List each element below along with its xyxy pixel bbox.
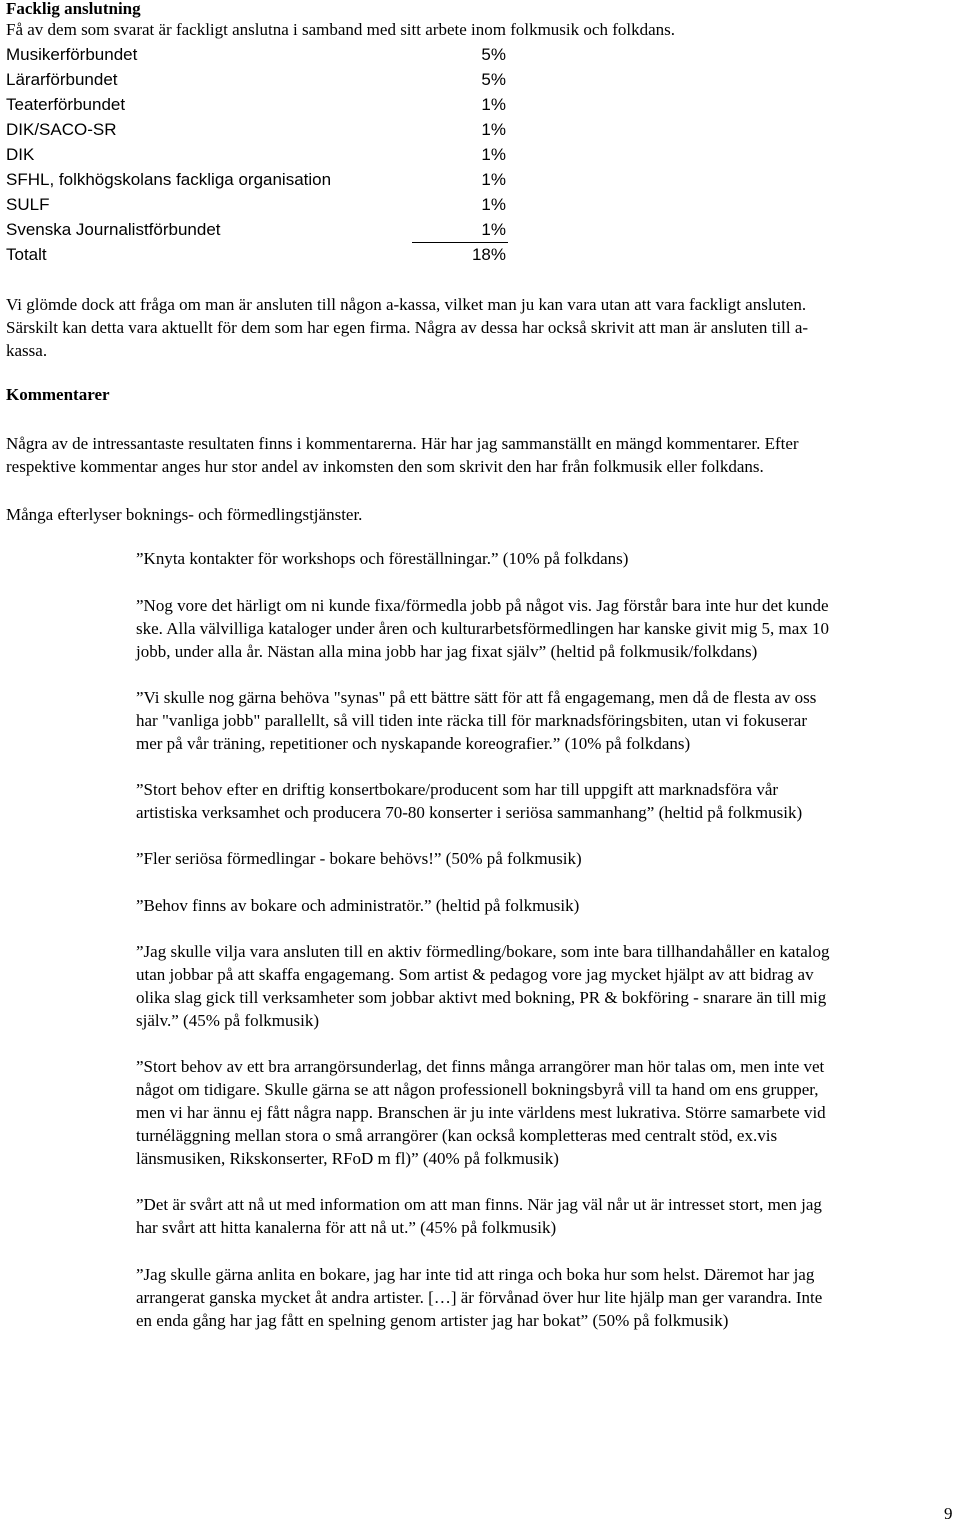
quote-line: ”Stort behov efter en driftig konsertbokare/producent som har till uppgift att marknadsföra vår <box>136 780 779 799</box>
union-table <box>6 42 506 267</box>
union-name: DIK <box>6 145 35 164</box>
union-name: SULF <box>6 195 50 214</box>
table-row <box>6 142 506 167</box>
table-row <box>6 192 506 217</box>
quote-line: har svårt att hitta kanalerna för att nå ut.” (45% på folkmusik) <box>136 1218 557 1237</box>
quote-line: något om tidigare. Skulle gärna se att någon professionell bokningsbyrå vill ta hand om ens grupper, <box>136 1080 819 1099</box>
union-name: Lärarförbundet <box>6 70 118 89</box>
quote-block <box>136 1263 822 1332</box>
table-row <box>6 167 506 192</box>
quote-line: arrangerat ganska mycket åt andra artister. […] är förvånad över hur lite hjälp man ger varandra. Inte <box>136 1288 823 1307</box>
quote-line: artistiska verksamhet och producera 70-80 konserter i seriösa sammanhang” (heltid på folkmusik) <box>136 803 803 822</box>
quote-block <box>136 894 579 917</box>
akassa-note-line: Vi glömde dock att fråga om man är ansluten till någon a-kassa, vilket man ju kan vara utan att vara fackligt ansluten. <box>6 295 807 314</box>
quote-line: länsmusiken, Rikskonserter, RFoD m fl)” (40% på folkmusik) <box>136 1149 559 1168</box>
quote-block <box>136 778 802 824</box>
quote-line: jobb, under alla år. Nästan alla mina jobb har jag fixat själv” (heltid på folkmusik/folkdans) <box>136 642 758 661</box>
quote-block <box>136 940 829 1032</box>
quote-line: ske. Alla välvilliga kataloger under åren och kulturarbetsförmedlingen har kanske givit mig 5, max 10 <box>136 619 830 638</box>
quote-line: har "vanliga jobb" parallellt, så vill tiden inte räcka till för marknadsföringsbiten, utan vi fokuserar <box>136 711 808 730</box>
quote-block <box>136 547 628 570</box>
union-share: 1% <box>481 120 506 139</box>
union-name: SFHL, folkhögskolans fackliga organisation <box>6 170 332 189</box>
comments-intro-line: respektive kommentar anges hur stor andel av inkomsten den som skrivit den har från folkmusik eller folkdans. <box>6 457 764 476</box>
union-share: 5% <box>481 70 506 89</box>
quote-line: ”Nog vore det härligt om ni kunde fixa/förmedla jobb på något vis. Jag förstår bara inte hur det kunde <box>136 596 829 615</box>
quote-block <box>136 1055 826 1170</box>
akassa-note-line: Särskilt kan detta vara aktuellt för dem som har egen firma. Några av dessa har också skrivit att man är ansluten till a- <box>6 318 809 337</box>
section-title-facklig-anslutning: Facklig anslutning <box>6 0 141 18</box>
quote-block <box>136 847 582 870</box>
comments-subheading: Många efterlyser boknings- och förmedlingstjänster. <box>6 505 363 524</box>
quote-line: ”Det är svårt att nå ut med information om att man finns. När jag väl når ut är intresset stort, men jag <box>136 1195 822 1214</box>
quote-line: ”Behov finns av bokare och administratör.” (heltid på folkmusik) <box>136 896 580 915</box>
quote-line: en enda gång har jag fått en spelning genom artister jag har bokat” (50% på folkmusik) <box>136 1311 729 1330</box>
section-intro: Få av dem som svarat är fackligt anslutna i samband med sitt arbete inom folkmusik och folkdans. <box>6 20 675 39</box>
quote-line: ”Stort behov av ett bra arrangörsunderlag, det finns många arrangörer man hör talas om, men inte vet <box>136 1057 825 1076</box>
quote-line: ”Jag skulle vilja vara ansluten till en aktiv förmedling/bokare, som inte bara tillhandahåller en katalog <box>136 942 830 961</box>
table-row <box>6 217 506 242</box>
quote-line: ”Vi skulle nog gärna behöva "synas" på ett bättre sätt för att få engagemang, men då de flesta av oss <box>136 688 817 707</box>
quote-line: mer på vår träning, repetitioner och nyskapande koreografier.” (10% på folkdans) <box>136 734 691 753</box>
quote-line: själv.” (45% på folkmusik) <box>136 1011 320 1030</box>
union-share: 1% <box>481 195 506 214</box>
table-row <box>6 92 506 117</box>
comments-intro-line: Några av de intressantaste resultaten finns i kommentarerna. Här har jag sammanställt en mängd kommentarer. Efter <box>6 434 799 453</box>
akassa-note-line: kassa. <box>6 341 48 360</box>
union-name: Svenska Journalistförbundet <box>6 220 221 239</box>
table-row <box>6 42 506 67</box>
table-row <box>6 117 506 142</box>
quote-block <box>136 1193 822 1239</box>
quote-line: ”Jag skulle gärna anlita en bokare, jag har inte tid att ringa och boka hur som helst. Däremot har jag <box>136 1265 815 1284</box>
quote-line: men vi har ännu ej fått några napp. Branschen är ju inte världens mest lukrativa. Större samarbete vid <box>136 1103 826 1122</box>
total-label: Totalt <box>6 245 47 264</box>
quote-line: turnéläggning mellan stora o små arrangörer (kan också kompletteras med centralt stöd, ex.vis <box>136 1126 778 1145</box>
quote-block <box>136 594 829 663</box>
page-number: 9 <box>944 1504 953 1523</box>
union-share: 1% <box>481 145 506 164</box>
quote-line: olika slag gick till verksamheter som jobbar aktivt med bokning, PR & bokföring - snarare än till mig <box>136 988 827 1007</box>
union-share: 5% <box>481 45 506 64</box>
union-share: 1% <box>481 170 506 189</box>
section-title-kommentarer: Kommentarer <box>6 385 110 404</box>
table-row-total <box>6 242 506 267</box>
union-share: 1% <box>481 95 506 114</box>
union-name: DIK/SACO-SR <box>6 120 117 139</box>
quote-line: ”Fler seriösa förmedlingar - bokare behövs!” (50% på folkmusik) <box>136 849 582 868</box>
quote-line: utan jobbar på att skaffa engagemang. Som artist & pedagog vore jag mycket hjälpt av att bidrag av <box>136 965 814 984</box>
union-name: Teaterförbundet <box>6 95 126 114</box>
quote-block <box>136 686 816 755</box>
total-share: 18% <box>471 245 506 264</box>
table-row <box>6 67 506 92</box>
union-share: 1% <box>481 220 506 239</box>
union-name: Musikerförbundet <box>6 45 138 64</box>
quote-line: ”Knyta kontakter för workshops och föreställningar.” (10% på folkdans) <box>136 549 629 568</box>
